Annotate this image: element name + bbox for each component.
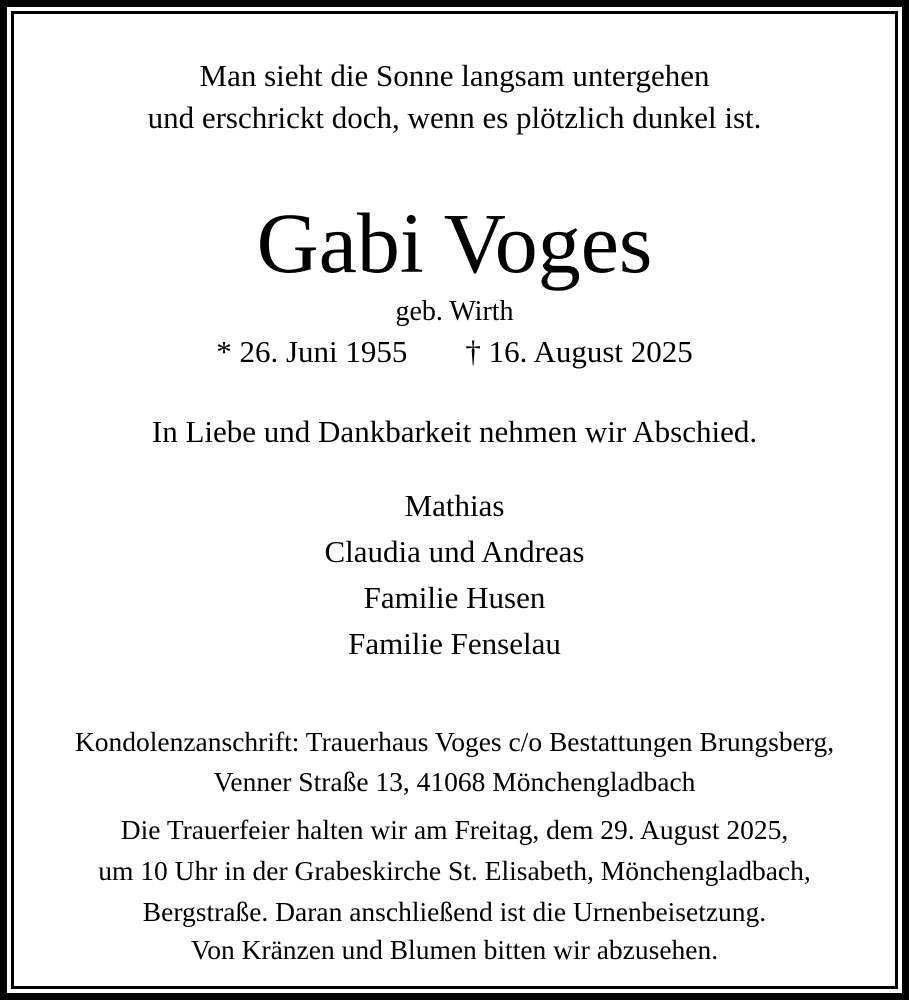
mourner: Claudia und Andreas <box>324 534 585 569</box>
ceremony-line-3: Bergstraße. Daran anschließend ist die Urnenbeisetzung. <box>142 896 767 927</box>
ceremony-line-2: um 10 Uhr in der Grabeskirche St. Elisabeth, Mönchengladbach, <box>98 855 811 886</box>
condolence-address-line-1: Kondolenzanschrift: Trauerhaus Voges c/o Bestattungen Brungsberg, <box>74 726 835 757</box>
deceased-name: Gabi Voges <box>256 195 653 291</box>
maiden-name: geb. Wirth <box>395 296 514 327</box>
mourner: Mathias <box>404 488 505 523</box>
quote-line-1: Man sieht die Sonne langsam untergehen <box>199 58 710 93</box>
farewell-text: In Liebe und Dankbarkeit nehmen wir Abschied. <box>151 414 758 449</box>
mourner: Familie Fenselau <box>348 626 561 661</box>
life-dates <box>0 332 909 372</box>
ceremony-line-1: Die Trauerfeier halten wir am Freitag, dem 29. August 2025, <box>120 814 789 845</box>
ceremony-line-4: Von Kränzen und Blumen bitten wir abzusehen. <box>190 934 719 965</box>
quote-line-2: und erschrickt doch, wenn es plötzlich dunkel ist. <box>147 100 762 135</box>
mourner: Familie Husen <box>363 580 546 615</box>
condolence-address-line-2: Venner Straße 13, 41068 Mönchengladbach <box>213 766 696 797</box>
birth-date: * 26. Juni 1955 <box>216 334 408 369</box>
death-date: † 16. August 2025 <box>465 334 693 369</box>
